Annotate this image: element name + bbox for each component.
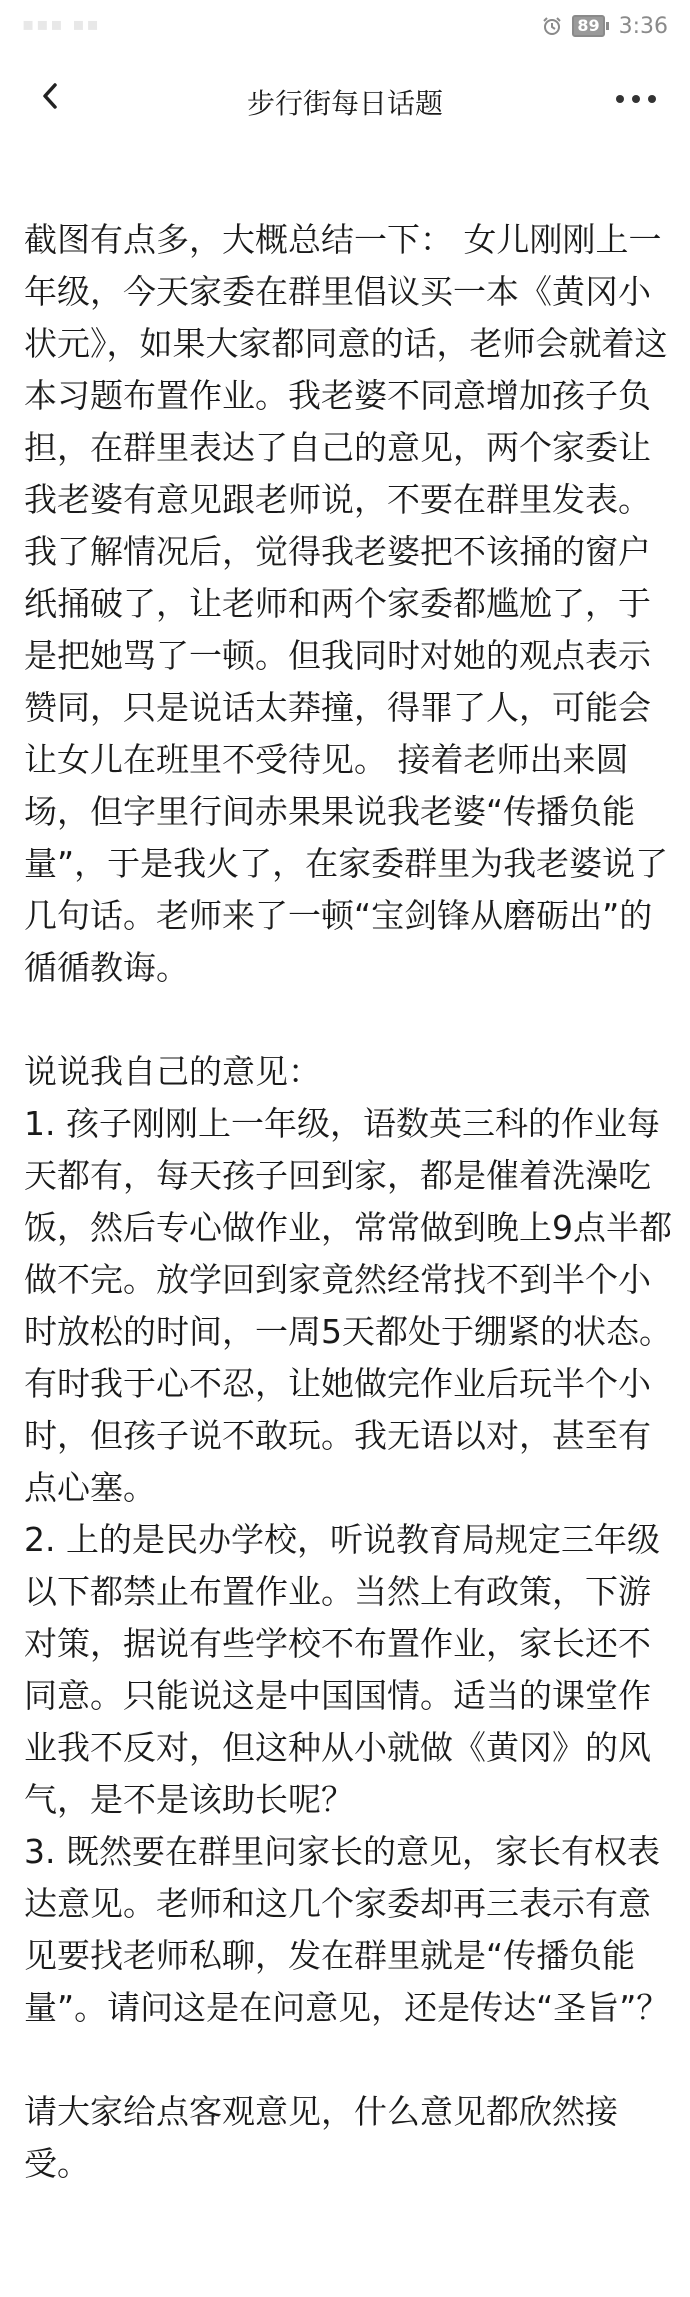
more-dots-icon <box>614 89 658 108</box>
article-paragraph-opinions: 说说我自己的意见： 1. 孩子刚刚上一年级，语数英三科的作业每天都有，每天孩子回到家，都是催着洗澡吃饭，然后专心做作业，常常做到晚上9点半都做不完。放学回到家竟然经常找不到半个小时放松的时间，一周5天都处于绷紧的状态。有时我于心不忍，让她做完作业后玩半个小时，但孩子说不敢玩。我无语以对，甚至有点心塞。 2. 上的是民办学校，听说教育局规定三年级以下都禁止布置作业。当然上有政策，下游对策，据说有些学校不布置作业，家长还不同意。只能说这是中国国情。适当的课堂作业我不反对，但这种从小就做《黄冈》的风气，是不是该助长呢？ 3. 既然要在群里问家长的意见，家长有权表达意见。老师和这几个家委却再三表示有意见要找老师私聊，发在群里就是“传播负能量”。请问这是在问意见，还是传达“圣旨”？ <box>24 1052 672 2027</box>
battery-level: 89 <box>572 15 604 37</box>
alarm-icon <box>542 16 562 36</box>
status-bar <box>0 0 690 52</box>
article-paragraph-closing: 请大家给点客观意见，什么意见都欣然接受。 <box>24 2092 618 2183</box>
article-paragraph-summary: 截图有点多，大概总结一下： 女儿刚刚上一年级，今天家委在群里倡议买一本《黄冈小状元》，如果大家都同意的话，老师会就着这本习题布置作业。我老婆不同意增加孩子负担，在群里表达了自己的意见，两个家委让我老婆有意见跟老师说，不要在群里发表。 我了解情况后，觉得我老婆把不该捅的窗户纸捅破了，让老师和两个家委都尴尬了，于是把她骂了一顿。但我同时对她的观点表示赞同，只是说话太莽撞，得罪了人，可能会让女儿在班里不受待见。 接着老师出来圆场，但字里行间赤果果说我老婆“传播负能量”，于是我火了，在家委群里为我老婆说了几句话。老师来了一顿“宝剑锋从磨砺出”的循循教诲。 <box>24 220 669 987</box>
status-right <box>542 12 668 40</box>
article-body <box>24 214 672 2190</box>
page-title: 步行街每日话题 <box>246 87 443 120</box>
more-button[interactable] <box>606 78 666 118</box>
battery-icon <box>572 15 608 37</box>
status-left-blurred: ▪▪▪ ▪▪ <box>22 14 101 35</box>
nav-bar <box>0 52 690 144</box>
clock-time: 3:36 <box>618 13 668 39</box>
